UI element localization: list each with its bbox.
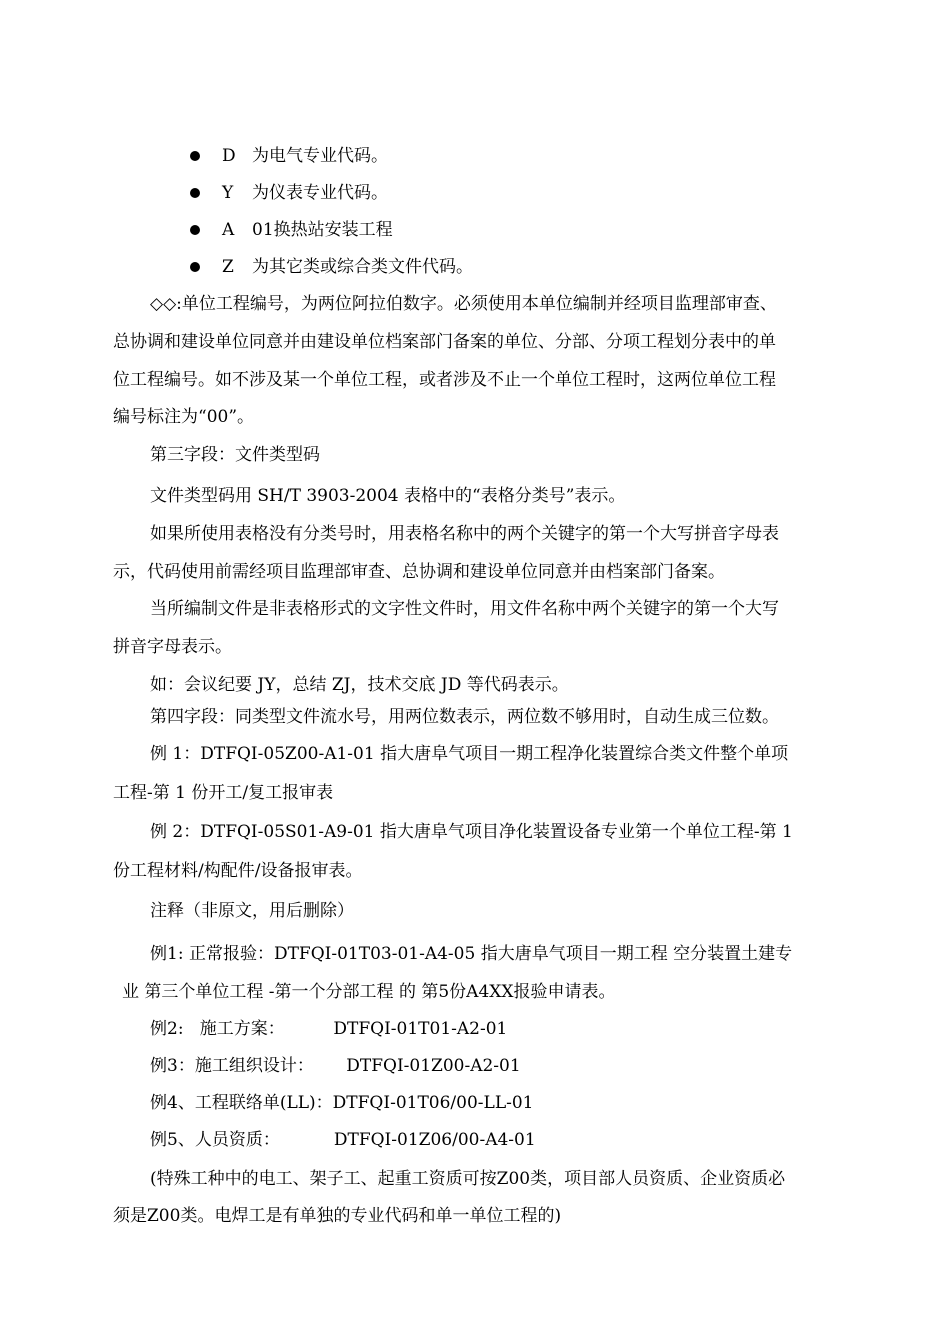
- bullet-code: D: [222, 146, 236, 166]
- text-line: 总协调和建设单位同意并由建设单位档案部门备案的单位、分部、分项工程划分表中的单: [113, 332, 776, 352]
- bullet-code: Z: [222, 257, 234, 277]
- text-line: 编号标注为“00”。: [113, 407, 255, 427]
- bullet-dot: [190, 262, 200, 272]
- text-line: 业 第三个单位工程 -第一个分部工程 的 第5份A4XX报验申请表。: [122, 982, 616, 1002]
- text-line: 工程-第 1 份开工/复工报审表: [113, 783, 334, 803]
- bullet-text: 为其它类或综合类文件代码。: [252, 257, 473, 277]
- bullet-text: 01换热站安装工程: [252, 220, 393, 240]
- bullet-dot: [190, 188, 200, 198]
- text-line: 示，代码使用前需经项目监理部审查、总协调和建设单位同意并由档案部门备案。: [113, 562, 725, 582]
- text-line: 例3：施工组织设计： DTFQⅠ-01Z00-A2-01: [150, 1056, 521, 1076]
- text-line: 如：会议纪要 JY，总结 ZJ，技术交底 JD 等代码表示。: [150, 675, 569, 695]
- text-line: 第四字段：同类型文件流水号，用两位数表示，两位数不够用时，自动生成三位数。: [150, 707, 779, 727]
- text-line: 例2: 施工方案： DTFQⅠ-01T01-A2-01: [150, 1019, 508, 1039]
- bullet-text: 为电气专业代码。: [252, 146, 388, 166]
- bullet-text: 为仪表专业代码。: [252, 183, 388, 203]
- text-line: 注释（非原文，用后删除）: [150, 901, 354, 921]
- text-line: 例4、工程联络单(LL)：DTFQⅠ-01T06/00-LL-01: [150, 1093, 534, 1113]
- bullet-code: A: [222, 220, 235, 240]
- bullet-dot: [190, 225, 200, 235]
- text-line: 例 2：DTFQⅠ-05S01-A9-01 指大唐阜气项目净化装置设备专业第一个单位工程-第 1: [150, 822, 793, 842]
- bullet-dot: [190, 151, 200, 161]
- text-line: (特殊工种中的电工、架子工、起重工资质可按Z00类，项目部人员资质、企业资质必: [150, 1169, 786, 1189]
- text-line: 如果所使用表格没有分类号时，用表格名称中的两个关键字的第一个大写拼音字母表: [150, 524, 779, 544]
- text-line: 须是Z00类。电焊工是有单独的专业代码和单一单位工程的): [113, 1206, 562, 1226]
- text-line: 文件类型码用 SH/T 3903-2004 表格中的“表格分类号”表示。: [150, 486, 626, 506]
- text-line: 当所编制文件是非表格形式的文字性文件时，用文件名称中两个关键字的第一个大写: [150, 599, 779, 619]
- text-line: ◇◇:单位工程编号，为两位阿拉伯数字。必须使用本单位编制并经项目监理部审查、: [150, 294, 777, 314]
- text-line: 份工程材料/构配件/设备报审表。: [113, 861, 363, 881]
- text-line: 第三字段：文件类型码: [150, 445, 320, 465]
- text-line: 例 1：DTFQⅠ-05Z00-A1-01 指大唐阜气项目一期工程净化装置综合类文件整个单项: [150, 744, 789, 764]
- text-line: 例1: 正常报验：DTFQⅠ-01T03-01-A4-05 指大唐阜气项目一期工程 空分装置土建专: [150, 944, 793, 964]
- text-line: 例5、人员资质： DTFQⅠ-01Z06/00-A4-01: [150, 1130, 536, 1150]
- bullet-code: Y: [222, 183, 234, 203]
- text-line: 拼音字母表示。: [113, 637, 232, 657]
- text-line: 位工程编号。如不涉及某一个单位工程，或者涉及不止一个单位工程时，这两位单位工程: [113, 370, 776, 390]
